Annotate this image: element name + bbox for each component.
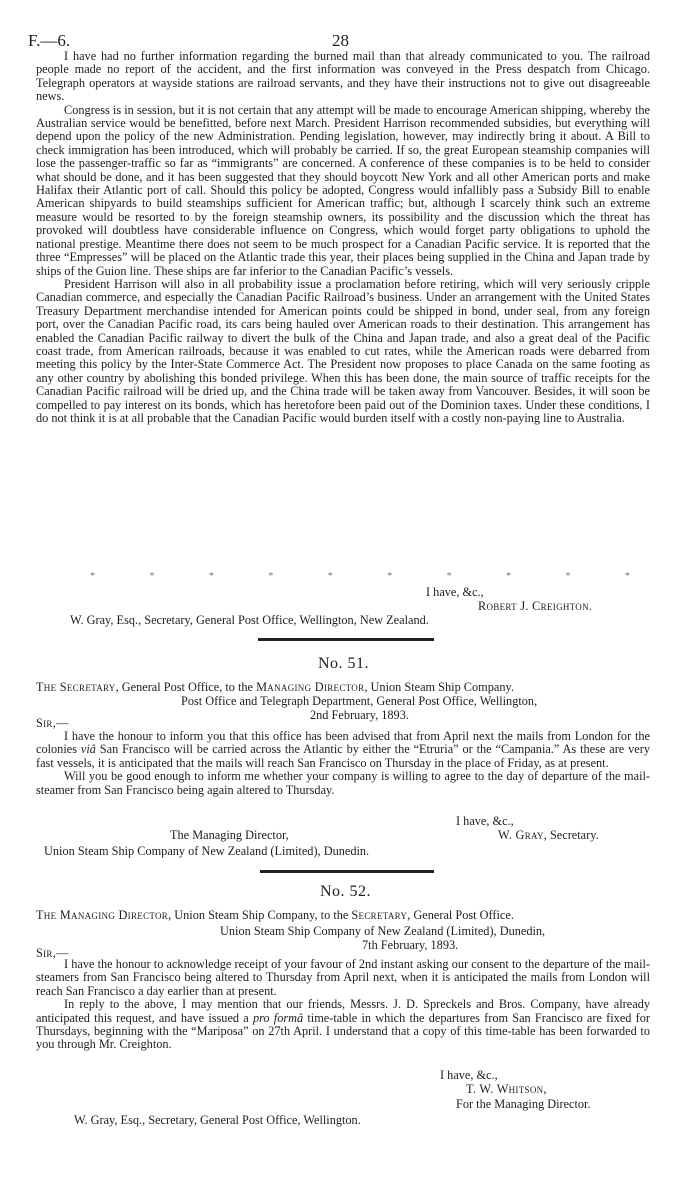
recipient: Secretary: [351, 908, 408, 922]
signature: Robert J. Creighton.: [478, 599, 593, 613]
letter-date: 7th February, 1893.: [362, 938, 459, 952]
paragraph: In reply to the above, I may mention that our friends, Messrs. J. D. Spreckels and Bros. Company, have already anticipated this request, and have issued a pro formâ time-table in which the departures from San Francisco are fixed for Thursdays, beginning with the “Mariposa” on 27th April. I understand that a copy of this time-table has been forwarded to you through Mr. Creighton.: [36, 997, 650, 1052]
signature-role: For the Managing Director.: [456, 1097, 591, 1111]
from-to-text: , Union Steam Ship Company, to the: [168, 908, 352, 922]
letter-51-body: [36, 730, 650, 797]
star-mark: *: [387, 571, 393, 582]
salutation: Sir,—: [36, 946, 69, 960]
page-number: 28: [332, 31, 349, 50]
paragraph: Congress is in session, but it is not certain that any attempt will be made to encourage American shipping, whereby the Australian service would be benefitted, before next March. President Harrison recommended subsidies, but everything will depend upon the policy of the new Administration. Pending legislation, however, may indirectly bring it about. A Bill to check immigration has been introduced, which will probably be carried. If so, the great European steamship companies will lose the passenger-traffic so far as “immigrants” are concerned. A conference of these companies is to be held to consider what should be done, and it has been suggested that they should boycott New York and all other American ports and make Halifax their Atlantic port of call. Should this policy be adopted, Congress would infallibly pass a Subsidy Bill to enable American shipyards to build steamships sufficient for American traffic; but, although I scarcely think such an extreme measure would be resorted to by the foreign steamship owners, its possibility and the discussion which the threat has provoked will doubtless have considerable influence on Congress, which would forget party obligations to uphold the national prestige. Meantime there does not seem to be much prospect for a Canadian Pacific service. It is reported that the three “Empresses” will be placed on the Atlantic trade this year, their places being supplied in the China and Japan trade by ships of the Guion line. These ships are far inferior to the Canadian Pacific’s vessels.: [36, 102, 650, 278]
letter-from-to: [36, 908, 514, 923]
star-mark: *: [268, 571, 274, 582]
star-mark: *: [149, 571, 155, 582]
star-mark: *: [90, 571, 95, 582]
paragraph: I have the honour to acknowledge receipt of your favour of 2nd instant asking our consent to the departure of the mail-steamers from San Francisco being altered to Thursday from April next, when it is anticipated the mails from London will reach San Francisco a day earlier than at present.: [36, 957, 650, 998]
sender-address: Union Steam Ship Company of New Zealand (Limited), Dunedin,: [220, 924, 546, 938]
letter-50-body: [36, 50, 650, 425]
italic-term: viâ: [80, 742, 96, 757]
letter-date: 2nd February, 1893.: [310, 708, 409, 722]
closing: I have, &c.,: [426, 585, 484, 599]
closing: I have, &c.,: [456, 814, 514, 828]
sender-address: Post Office and Telegraph Department, General Post Office, Wellington,: [181, 694, 538, 708]
star-mark: *: [506, 571, 512, 582]
paragraph: I have the honour to inform you that this office has been advised that from April next the mails from London for the colonies viâ San Francisco will be carried across the Atlantic by either the “Etruria” or the “Campania.” As these are very fast vessels, it is anticipated that the mails will reach San Francisco on Thursday in the place of Friday, as at present.: [36, 729, 650, 770]
closing: I have, &c.,: [440, 1068, 498, 1082]
sender: The Secretary: [36, 680, 116, 694]
star-mark: *: [624, 571, 630, 582]
paragraph: Will you be good enough to inform me whether your company is willing to agree to the day of departure of the mail-steamer from San Francisco being again altered to Thursday.: [36, 769, 650, 797]
section-heading: No. 51.: [318, 655, 370, 672]
addressee: W. Gray, Esq., Secretary, General Post Office, Wellington, New Zealand.: [70, 613, 429, 627]
from-to-text: , General Post Office, to the: [115, 680, 257, 694]
from-to-text: , Union Steam Ship Company.: [364, 680, 514, 694]
salutation: Sir,—: [36, 716, 69, 730]
sender: The Managing Director: [36, 908, 169, 922]
section-divider: [258, 638, 434, 641]
section-divider: [260, 870, 434, 873]
document-reference: F.—6.: [28, 31, 71, 50]
from-to-text: , General Post Office.: [407, 908, 514, 922]
signature: W. Gray, Secretary.: [498, 828, 599, 842]
star-mark: *: [327, 571, 333, 582]
recipient: Managing Director: [256, 680, 365, 694]
italic-term: pro formâ: [252, 1010, 304, 1025]
letter-from-to: [36, 680, 514, 695]
recipient-line: Union Steam Ship Company of New Zealand (Limited), Dunedin.: [44, 844, 370, 858]
star-mark: *: [208, 571, 214, 582]
ellipsis-stars: [90, 571, 630, 582]
star-mark: *: [565, 571, 571, 582]
addressee: W. Gray, Esq., Secretary, General Post Office, Wellington.: [74, 1113, 361, 1127]
section-heading: No. 52.: [320, 883, 372, 900]
star-mark: *: [446, 571, 452, 582]
recipient-line: The Managing Director,: [170, 828, 289, 842]
letter-52-body: [36, 958, 650, 1052]
signature: T. W. Whitson,: [466, 1082, 547, 1096]
paragraph: President Harrison will also in all probability issue a proclamation before retiring, which will very seriously cripple Canadian commerce, and especially the Canadian Pacific Railroad’s business. Under an arrangement with the United States Treasury Department merchandise intended for American points could be shipped in bond, under seal, from any foreign port, over the Canadian Pacific road, its cars being hauled over American roads to their destination. This arrangement has enabled the Canadian Pacific railway to divert the bulk of the China and Japan trade, and also a great deal of the Pacific coast trade, from American railroads, because it was enabled to cut rates, while the American roads were debarred from meeting this policy by the Inter-State Commerce Act. The President now proposes to place Canada on the same footing as any other country by abolishing this bonded privilege. When this has been done, the main source of traffic receipts for the Canadian Pacific railroad will be dried up, and the China trade will be taken away from Vancouver. Besides, it will soon be compelled to pay interest on its bonds, which has heretofore been paid out of the Dominion taxes. Under these conditions, I do not think it is at all probable that the Canadian Pacific would burden itself with a costly non-paying line to Australia.: [36, 276, 650, 425]
paragraph: I have had no further information regarding the burned mail than that already communicated to you. The railroad people made no report of the accident, and the first information was conveyed in the Press despatch from Chicago. Telegraph operators at wayside stations are railroad servants, and they have their instructions not to give out disagreeable news.: [36, 49, 650, 104]
